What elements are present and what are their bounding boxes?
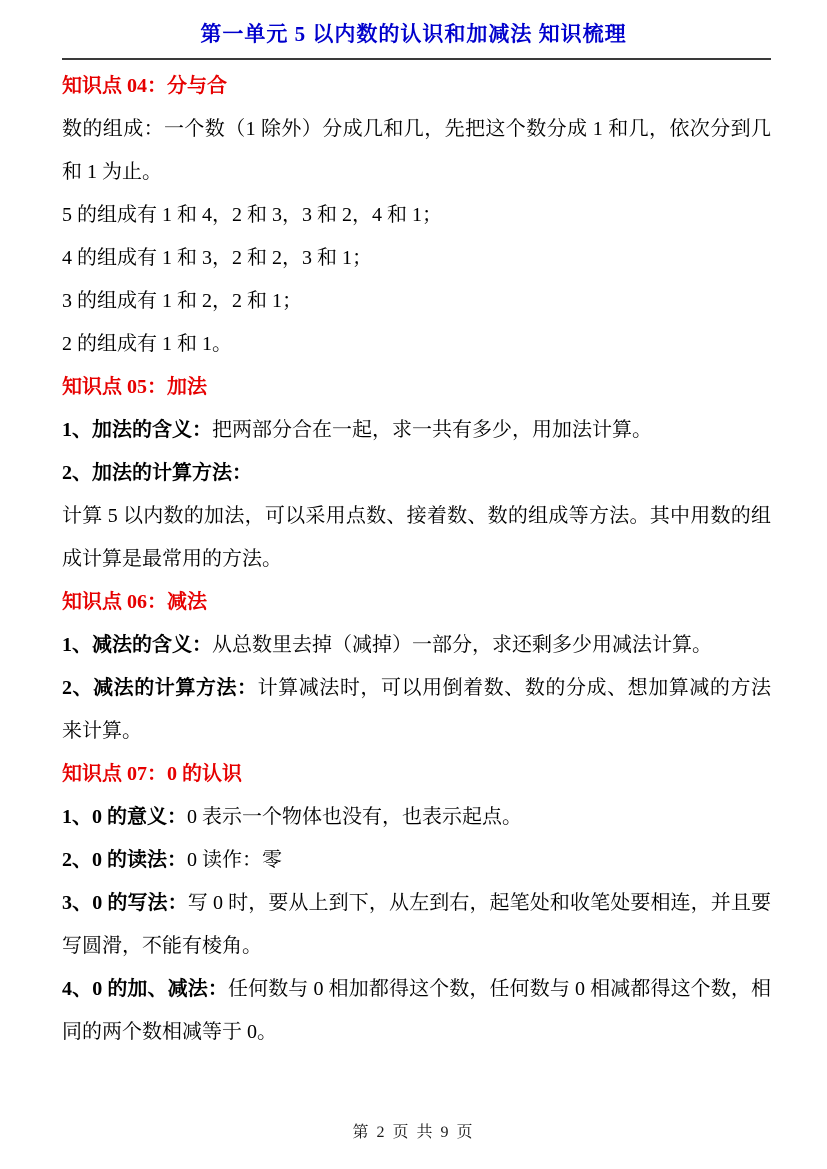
paragraph-addition-method-detail: 计算 5 以内数的加法，可以采用点数、接着数、数的组成等方法。其中用数的组成计算是最常用的方法。: [62, 505, 771, 570]
paragraph-label: 2、加法的计算方法：: [62, 462, 252, 484]
section-heading-kp07: 知识点 07：0 的认识: [62, 763, 242, 785]
paragraph-text: 写 0 时，要从上到下，从左到右，起笔处和收笔处要相连，并且要写圆滑，不能有棱角。: [62, 892, 772, 957]
page-title: 第一单元 5 以内数的认识和加减法 知识梳理: [200, 22, 627, 46]
paragraph-composition-of-5: 5 的组成有 1 和 4，2 和 3，3 和 2，4 和 1；: [62, 204, 442, 226]
paragraph-zero-writing: [62, 882, 771, 968]
section-heading-kp04: 知识点 04：分与合: [62, 75, 227, 97]
section-heading-kp05: 知识点 05：加法: [62, 376, 207, 398]
paragraph-subtraction-method: [62, 667, 771, 753]
document-body: [62, 65, 771, 1054]
paragraph-text: 把两部分合在一起，求一共有多少，用加法计算。: [212, 419, 652, 441]
title-divider: [62, 58, 771, 60]
paragraph-text: 计算减法时，可以用倒着数、数的分成、想加算减的方法来计算。: [62, 677, 772, 742]
paragraph-subtraction-meaning: [62, 624, 771, 667]
paragraph-label: 2、0 的读法：: [62, 849, 187, 871]
paragraph-addition-method-label: [62, 452, 771, 495]
paragraph-zero-meaning: [62, 796, 771, 839]
section-heading-kp06: 知识点 06：减法: [62, 591, 207, 613]
paragraph-zero-reading: [62, 839, 771, 882]
paragraph-label: 3、0 的写法：: [62, 892, 188, 914]
paragraph-text: 0 表示一个物体也没有，也表示起点。: [187, 806, 522, 828]
paragraph-number-composition-intro: 数的组成：一个数（1 除外）分成几和几，先把这个数分成 1 和几，依次分到几和 1 为止。: [62, 118, 771, 183]
paragraph-text: 任何数与 0 相加都得这个数，任何数与 0 相减都得这个数，相同的两个数相减等于 0。: [62, 978, 772, 1043]
paragraph-composition-of-3: 3 的组成有 1 和 2，2 和 1；: [62, 290, 302, 312]
paragraph-label: 1、减法的含义：: [62, 634, 212, 656]
paragraph-label: 1、0 的意义：: [62, 806, 187, 828]
paragraph-composition-of-4: 4 的组成有 1 和 3，2 和 2，3 和 1；: [62, 247, 372, 269]
paragraph-text: 0 读作：零: [187, 849, 282, 871]
paragraph-label: 1、加法的含义：: [62, 419, 212, 441]
paragraph-composition-of-2: 2 的组成有 1 和 1。: [62, 333, 232, 355]
paragraph-label: 2、减法的计算方法：: [62, 677, 258, 699]
paragraph-addition-meaning: [62, 409, 771, 452]
page-footer: 第 2 页 共 9 页: [352, 1124, 475, 1141]
paragraph-label: 4、0 的加、减法：: [62, 978, 228, 1000]
paragraph-zero-add-subtract: [62, 968, 771, 1054]
paragraph-text: 从总数里去掉（减掉）一部分，求还剩多少用减法计算。: [212, 634, 712, 656]
